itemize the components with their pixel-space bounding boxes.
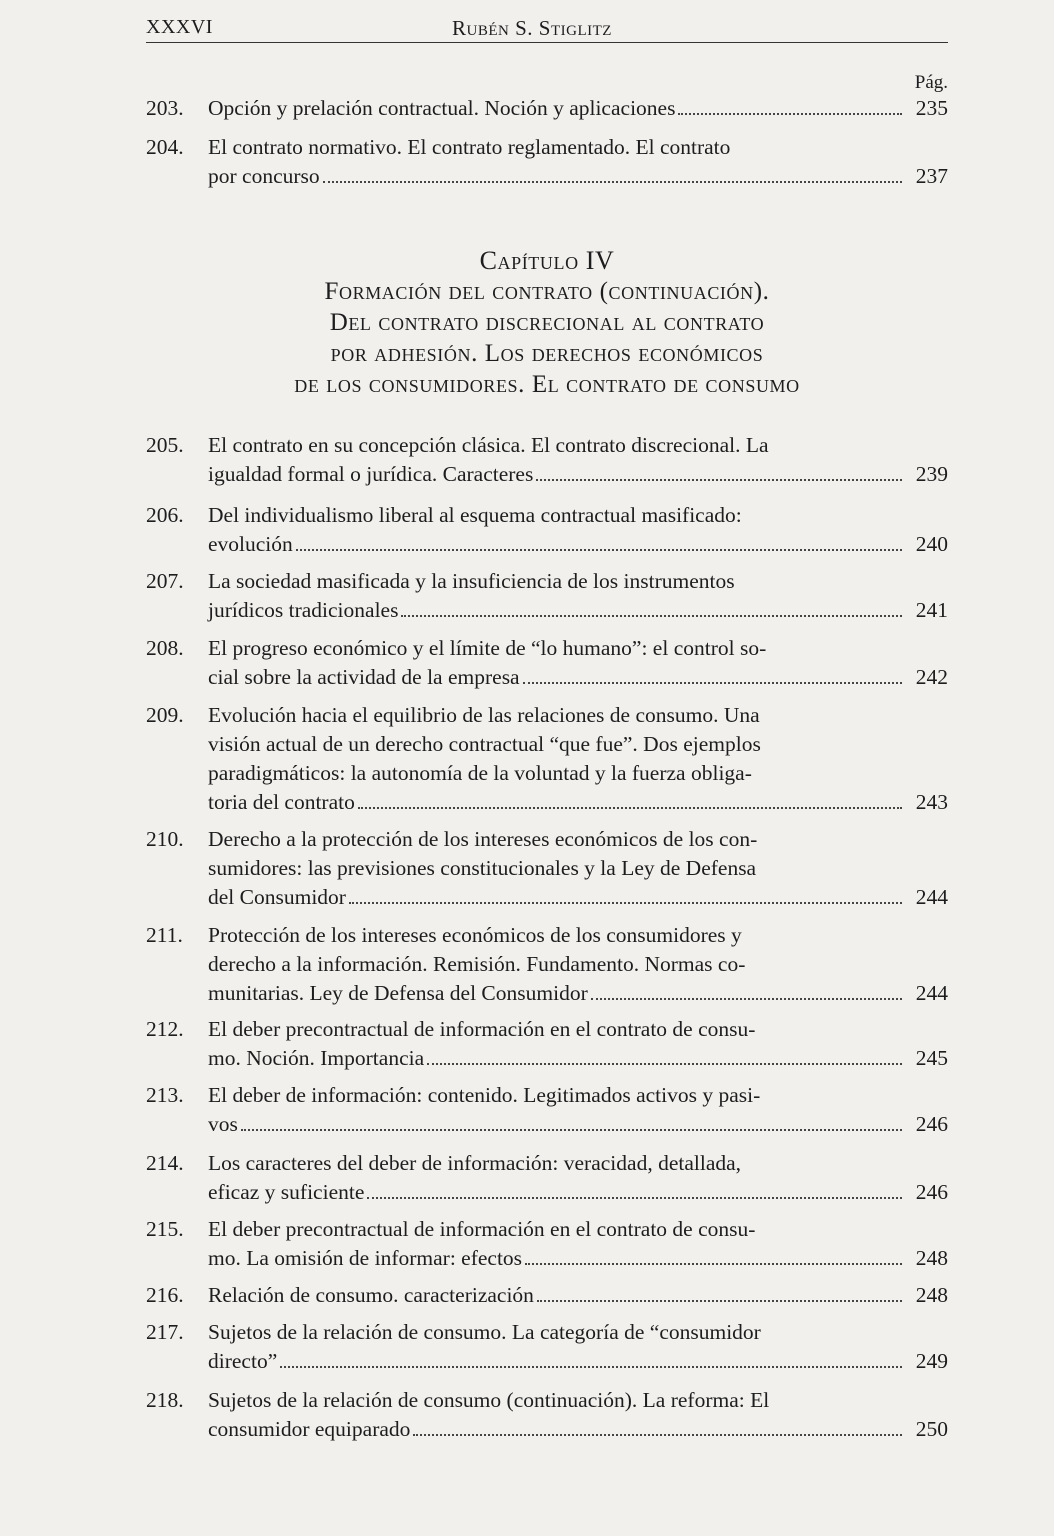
entry-line-text: visión actual de un derecho contractual “que fue”. Dos ejemplos (208, 732, 761, 756)
entry-line (208, 596, 948, 625)
entry-line (208, 854, 948, 883)
entry-line-text: por concurso (208, 164, 320, 188)
entry-number: 207. (146, 569, 184, 593)
entry-text (208, 634, 948, 692)
entry-page-number: 250 (915, 1417, 948, 1441)
entry-page-number: 245 (915, 1046, 948, 1070)
entry-number: 205. (146, 433, 184, 457)
entry-number: 216. (146, 1283, 184, 1307)
entry-line-text: El progreso económico y el límite de “lo humano”: el control so- (208, 636, 767, 660)
entry-number: 213. (146, 1083, 184, 1107)
entry-line (208, 1178, 948, 1207)
dot-leader (401, 597, 902, 617)
entry-line-text: munitarias. Ley de Defensa del Consumidor (208, 981, 588, 1005)
entry-line-text: consumidor equiparado (208, 1417, 411, 1441)
entry-number: 217. (146, 1320, 184, 1344)
entry-line-text: toria del contrato (208, 790, 355, 814)
dot-leader (427, 1045, 902, 1065)
entry-line (208, 567, 948, 596)
entry-text (208, 133, 948, 191)
entry-line-text: El deber de información: contenido. Legitimados activos y pasi- (208, 1083, 761, 1107)
entry-line-text: eficaz y suficiente (208, 1180, 365, 1204)
entry-text (208, 1281, 948, 1310)
entry-page-number: 246 (915, 1180, 948, 1204)
entry-line (208, 94, 948, 123)
dot-leader (323, 163, 902, 183)
entry-line (208, 825, 948, 854)
entry-text (208, 1318, 948, 1376)
entry-text (208, 94, 948, 123)
entry-line (208, 1415, 948, 1444)
entry-number: 209. (146, 703, 184, 727)
dot-leader (537, 1282, 902, 1302)
entry-number: 215. (146, 1217, 184, 1241)
chapter-title-line: de los consumidores. El contrato de consumo (294, 371, 800, 398)
entry-line (208, 1110, 948, 1139)
entry-line-text: Del individualismo liberal al esquema contractual masificado: (208, 503, 742, 527)
entry-number: 212. (146, 1017, 184, 1041)
entry-line-text: El deber precontractual de información en el contrato de consu- (208, 1017, 756, 1041)
entry-line-text: Sujetos de la relación de consumo (continuación). La reforma: El (208, 1388, 770, 1412)
entry-page-number: 248 (915, 1246, 948, 1270)
entry-line-text: evolución (208, 532, 293, 556)
chapter-number: Capítulo IV (479, 246, 615, 275)
dot-leader (358, 789, 902, 809)
dot-leader (349, 884, 902, 904)
entry-text (208, 1015, 948, 1073)
entry-page-number: 235 (915, 96, 948, 120)
chapter-title-line: Formación del contrato (continuación). (324, 278, 770, 305)
entry-line (208, 788, 948, 817)
entry-line-text: jurídicos tradicionales (208, 598, 399, 622)
entry-page-number: 242 (915, 665, 948, 689)
entry-line (208, 663, 948, 692)
entry-page-number: 239 (915, 462, 948, 486)
entry-line (208, 133, 948, 162)
entry-line-text: Opción y prelación contractual. Noción y aplicaciones (208, 96, 676, 120)
entry-number: 206. (146, 503, 184, 527)
dot-leader (280, 1348, 902, 1368)
entry-line-text: vos (208, 1112, 238, 1136)
entry-line (208, 162, 948, 191)
entry-line (208, 431, 948, 460)
entry-text (208, 701, 948, 817)
entry-line (208, 883, 948, 912)
entry-line-text: cial sobre la actividad de la empresa (208, 665, 520, 689)
entry-line (208, 701, 948, 730)
entry-line (208, 1215, 948, 1244)
entry-line (208, 634, 948, 663)
entry-text (208, 1215, 948, 1273)
entry-number: 218. (146, 1388, 184, 1412)
entry-line (208, 460, 948, 489)
entry-text (208, 825, 948, 912)
entry-text (208, 1386, 948, 1444)
entry-page-number: 249 (915, 1349, 948, 1373)
entry-line-text: Los caracteres del deber de información: veracidad, detallada, (208, 1151, 742, 1175)
entry-line-text: Relación de consumo. caracterización (208, 1283, 534, 1307)
entry-number: 204. (146, 135, 184, 159)
entry-page-number: 248 (915, 1283, 948, 1307)
entry-line-text: mo. La omisión de informar: efectos (208, 1246, 523, 1270)
entry-line-text: directo” (208, 1349, 278, 1373)
entry-number: 214. (146, 1151, 184, 1175)
entry-line-text: Protección de los intereses económicos de los consumidores y (208, 923, 742, 947)
dot-leader (591, 980, 902, 1000)
entry-line-text: mo. Noción. Importancia (208, 1046, 425, 1070)
entry-page-number: 246 (915, 1112, 948, 1136)
page-column-label: Pág. (914, 72, 948, 93)
entry-line-text: paradigmáticos: la autonomía de la voluntad y la fuerza obliga- (208, 761, 752, 785)
entry-line-text: igualdad formal o jurídica. Caracteres (208, 462, 534, 486)
entry-number: 211. (146, 923, 183, 947)
entry-text (208, 431, 948, 489)
entry-number: 210. (146, 827, 184, 851)
entry-line-text: derecho a la información. Remisión. Fundamento. Normas co- (208, 952, 746, 976)
chapter-title-line: Del contrato discrecional al contrato (329, 309, 765, 336)
entry-line (208, 1244, 948, 1273)
entry-line-text: Evolución hacia el equilibrio de las relaciones de consumo. Una (208, 703, 760, 727)
running-head (146, 10, 948, 43)
entry-line (208, 759, 948, 788)
dot-leader (241, 1111, 902, 1131)
entry-page-number: 237 (915, 164, 948, 188)
entry-line (208, 1149, 948, 1178)
dot-leader (525, 1245, 902, 1265)
entry-line (208, 1044, 948, 1073)
entry-number: 203. (146, 96, 184, 120)
entry-line (208, 1386, 948, 1415)
entry-line-text: Derecho a la protección de los intereses económicos de los con- (208, 827, 758, 851)
entry-line (208, 1318, 948, 1347)
dot-leader (536, 461, 902, 481)
entry-text (208, 921, 948, 1008)
entry-text (208, 1149, 948, 1207)
entry-line (208, 1347, 948, 1376)
dot-leader (367, 1179, 902, 1199)
entry-line (208, 1015, 948, 1044)
entry-line-text: El contrato normativo. El contrato reglamentado. El contrato (208, 135, 731, 159)
entry-text (208, 501, 948, 559)
entry-line-text: sumidores: las previsiones constitucionales y la Ley de Defensa (208, 856, 757, 880)
entry-line-text: El deber precontractual de información en el contrato de consu- (208, 1217, 756, 1241)
entry-page-number: 241 (915, 598, 948, 622)
entry-page-number: 240 (915, 532, 948, 556)
entry-line-text: del Consumidor (208, 885, 346, 909)
entry-line-text: El contrato en su concepción clásica. El contrato discrecional. La (208, 433, 769, 457)
entry-page-number: 244 (915, 981, 948, 1005)
entry-line (208, 950, 948, 979)
entry-number: 208. (146, 636, 184, 660)
entry-line (208, 921, 948, 950)
chapter-heading (146, 246, 948, 400)
entry-line (208, 530, 948, 559)
entry-line (208, 501, 948, 530)
dot-leader (296, 531, 902, 551)
page-folio: XXXVI (146, 16, 213, 38)
entry-text (208, 567, 948, 625)
dot-leader (523, 664, 902, 684)
entry-line (208, 730, 948, 759)
dot-leader (678, 95, 902, 115)
entry-line (208, 1281, 948, 1310)
entry-line-text: La sociedad masificada y la insuficiencia de los instrumentos (208, 569, 735, 593)
entry-page-number: 243 (915, 790, 948, 814)
entry-line-text: Sujetos de la relación de consumo. La categoría de “consumidor (208, 1320, 761, 1344)
running-head-author: Rubén S. Stiglitz (452, 16, 612, 40)
entry-line (208, 979, 948, 1008)
entry-page-number: 244 (915, 885, 948, 909)
entry-text (208, 1081, 948, 1139)
chapter-title-line: por adhesión. Los derechos económicos (330, 340, 764, 367)
entry-line (208, 1081, 948, 1110)
dot-leader (413, 1416, 902, 1436)
